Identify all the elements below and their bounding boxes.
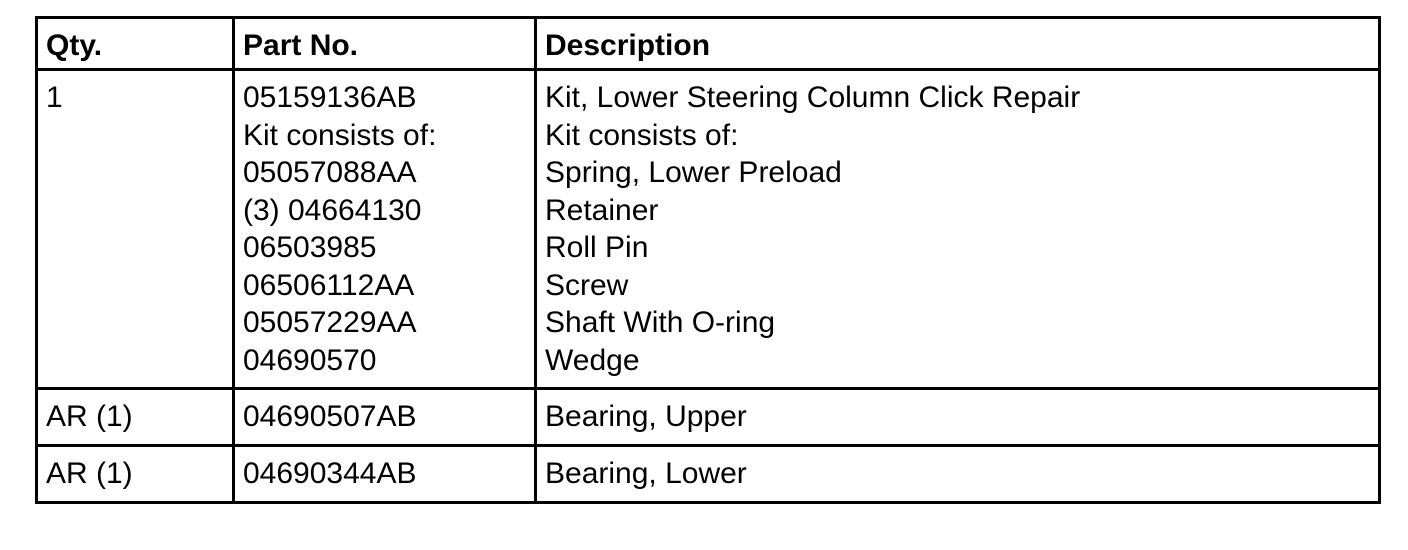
part-no-cell (234, 70, 536, 389)
parts-table (35, 16, 1381, 504)
description-cell: Bearing, Upper (536, 389, 1380, 446)
description-line: Retainer (545, 193, 659, 227)
qty-cell: AR (1) (37, 389, 234, 446)
header-part-no: Part No. (234, 18, 536, 70)
qty-cell: 1 (37, 70, 234, 389)
description-cell: Bearing, Lower (536, 446, 1380, 503)
part-no-line: Kit consists of: (243, 118, 437, 152)
table-row (37, 389, 1380, 446)
description-line: Screw (545, 268, 629, 302)
table-row (37, 70, 1380, 389)
part-no-cell: 04690344AB (234, 446, 536, 503)
part-no-line: 05159136AB (243, 81, 417, 114)
part-no-line: (3) 04664130 (243, 193, 422, 227)
qty-cell: AR (1) (37, 446, 234, 503)
part-no-line: 05057088AA (243, 156, 417, 189)
description-line: Spring, Lower Preload (545, 156, 842, 189)
table-header-row (37, 18, 1380, 70)
description-line: Roll Pin (545, 231, 649, 264)
part-no-cell: 04690507AB (234, 389, 536, 446)
header-qty: Qty. (37, 18, 234, 70)
part-no-line: 05057229AA (243, 306, 417, 339)
description-line: Shaft With O-ring (545, 306, 776, 339)
description-line: Kit, Lower Steering Column Click Repair (545, 81, 1081, 114)
description-cell (536, 70, 1380, 389)
part-no-line: 06503985 (243, 231, 377, 264)
header-description: Description (536, 18, 1380, 70)
table-row (37, 446, 1380, 503)
part-no-line: 06506112AA (243, 268, 415, 302)
part-no-line: 04690570 (243, 343, 377, 377)
description-line: Wedge (545, 343, 640, 377)
description-line: Kit consists of: (545, 118, 739, 152)
